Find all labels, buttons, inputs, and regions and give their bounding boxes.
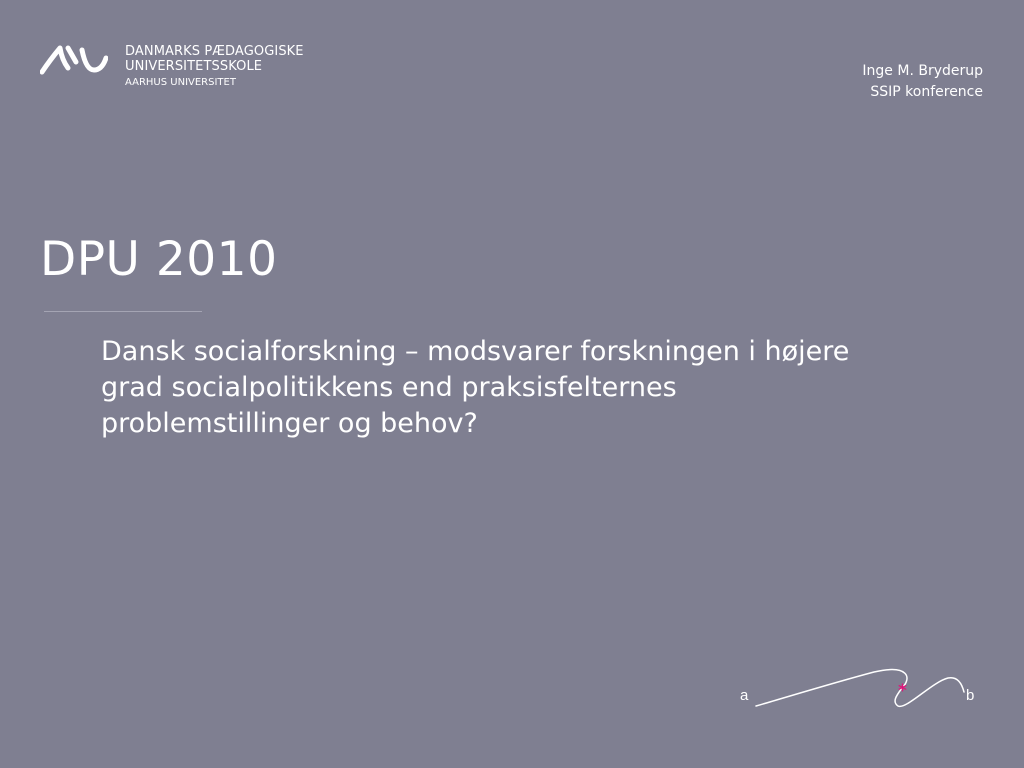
institution-name: [125, 44, 304, 90]
title-divider: [44, 311, 202, 312]
mark-letter-a: a: [740, 687, 749, 704]
mark-letter-b: b: [966, 687, 975, 704]
slide-subtitle: Dansk socialforskning – modsvarer forskningen i højere grad socialpolitikkens end praksisfelternes problemstillinger og behov?: [101, 336, 850, 439]
author-name: Inge M. Bryderup: [862, 63, 983, 79]
institution-line-2: UNIVERSITETSSKOLE: [125, 59, 263, 74]
institution-line-3: AARHUS UNIVERSITET: [125, 77, 236, 88]
event-name: SSIP konference: [870, 84, 983, 100]
au-logo-icon: [40, 40, 108, 76]
slide-title: DPU 2010: [40, 232, 278, 287]
institution-line-1: DANMARKS PÆDAGOGISKE: [125, 44, 304, 59]
a-b-curve-icon: [734, 662, 984, 718]
star-icon: *: [898, 681, 907, 701]
author-block: [862, 61, 983, 103]
